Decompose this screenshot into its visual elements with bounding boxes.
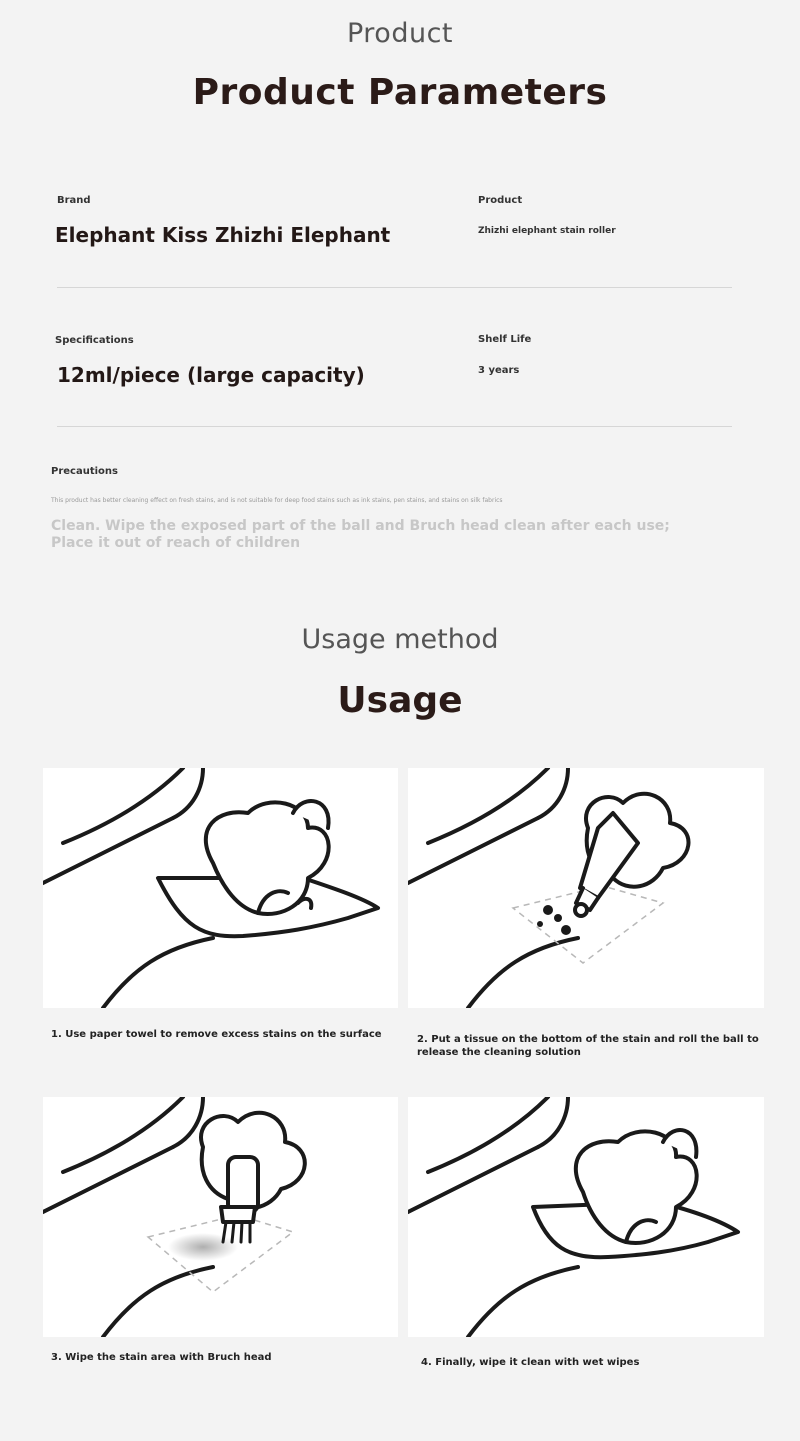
product-label: Product [478,195,523,206]
precautions-line: Clean. Wipe the exposed part of the ball and Bruch head clean after each use; [51,518,670,534]
shelf-label: Shelf Life [478,334,532,345]
hand-towel-illustration-icon [43,768,398,1008]
hand-roller-illustration-icon [408,768,764,1008]
precautions-label: Precautions [51,466,118,477]
spec-label: Specifications [55,335,134,346]
step-caption-line: 2. Put a tissue on the bottom of the stain and roll the ball to [417,1034,759,1045]
divider [57,426,732,427]
step-caption: 3. Wipe the stain area with Bruch head [51,1352,272,1363]
step-illustration [408,1097,764,1337]
step-illustration [408,768,764,1008]
section-subtitle: Product [346,18,453,49]
hand-brush-illustration-icon [43,1097,398,1337]
step-caption: 4. Finally, wipe it clean with wet wipes [421,1357,640,1368]
step-illustration [43,1097,398,1337]
precautions-line: Place it out of reach of children [51,535,301,551]
shelf-value: 3 years [478,365,520,376]
step-illustration [43,768,398,1008]
brand-label: Brand [57,195,91,206]
step-caption [417,1033,759,1059]
precautions-note: This product has better cleaning effect on fresh stains, and is not suitable for deep food stains such as ink stains, pen stains, and stains on silk fabrics [51,497,503,504]
page-title: Product Parameters [192,72,608,113]
section-title: Usage [337,680,463,721]
divider [57,287,732,288]
step-caption-line: release the cleaning solution [417,1047,581,1058]
spec-value: 12ml/piece (large capacity) [57,363,365,387]
hand-wipe-illustration-icon [408,1097,764,1337]
brand-value: Elephant Kiss Zhizhi Elephant [55,223,391,247]
section-subtitle: Usage method [301,624,499,655]
step-caption: 1. Use paper towel to remove excess stains on the surface [51,1029,382,1040]
product-value: Zhizhi elephant stain roller [478,226,616,236]
